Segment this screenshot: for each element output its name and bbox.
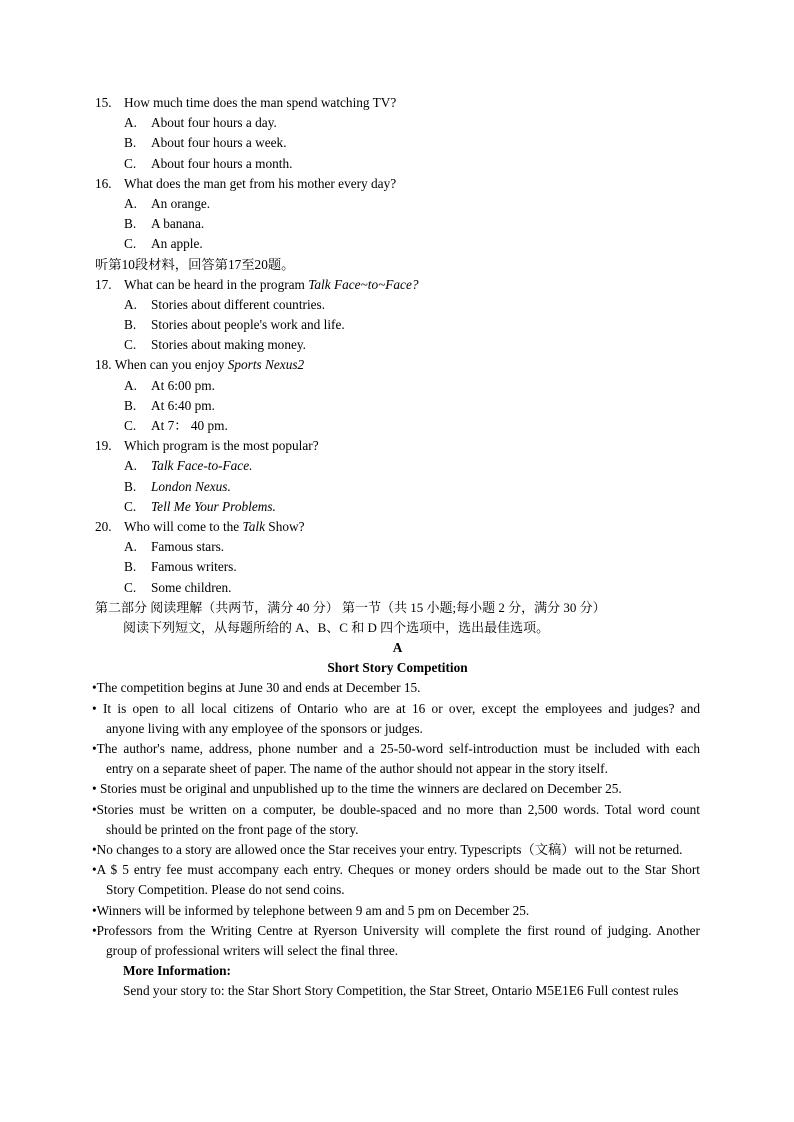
rule-item <box>92 840 700 860</box>
question-19 <box>95 436 700 456</box>
question-text: Which program is the most popular? <box>124 438 319 454</box>
option <box>95 154 700 174</box>
option-text: Talk Face-to-Face. <box>151 458 253 474</box>
option-text: About four hours a week. <box>151 135 287 151</box>
option-letter: A. <box>124 377 137 393</box>
option-letter: B. <box>124 397 137 413</box>
program-title: Talk Face~to~Face? <box>308 276 419 292</box>
rule-line: •Professors from the Writing Centre at Ryerson University will complete the first round of judging. Another <box>92 922 700 938</box>
option-letter: B. <box>124 559 137 575</box>
passage-letter: A <box>392 640 403 656</box>
option <box>95 133 700 153</box>
question-text <box>124 517 305 537</box>
option-text: At 6:40 pm. <box>151 397 215 413</box>
rule-line: • It is open to all local citizens of Ontario who are at 16 or over, except the employees and judges? and <box>92 700 700 716</box>
question-15 <box>95 93 700 113</box>
option-letter: B. <box>124 317 137 333</box>
option-text: Stories about people's work and life. <box>151 317 345 333</box>
rule-line: •The competition begins at June 30 and ends at December 15. <box>92 680 421 696</box>
option <box>95 113 700 133</box>
question-text: What does the man get from his mother every day? <box>124 175 397 191</box>
option-letter: A. <box>124 195 137 211</box>
option-text: Tell Me Your Problems. <box>151 498 276 514</box>
question-number: 19. <box>95 438 112 454</box>
option <box>95 578 700 598</box>
question-20 <box>95 517 700 537</box>
question-number: 16. <box>95 175 112 191</box>
option <box>95 396 700 416</box>
page-content <box>92 93 700 1001</box>
question-18 <box>95 355 700 375</box>
option-letter: A. <box>124 296 137 312</box>
question-text-plain: Who will come to the <box>124 518 243 534</box>
rule-line-continued: group of professional writers will select the final three. <box>106 942 399 958</box>
rule-line: •A $ 5 entry fee must accompany each entry. Cheques or money orders should be made out to the Star Short <box>92 862 700 878</box>
question-text-plain: Show? <box>264 518 305 534</box>
rule-item <box>92 901 700 921</box>
option <box>95 315 700 335</box>
part-two-instruction: 阅读下列短文，从每题所给的 A、B、C 和 D 四个选项中，选出最佳选项。 <box>123 619 550 635</box>
option <box>95 234 700 254</box>
question-number: 15. <box>95 95 112 110</box>
rule-line: • Stories must be original and unpublished up to the time the winners are declared on December 25. <box>92 781 622 797</box>
option-letter: C. <box>124 236 137 252</box>
option-text: About four hours a month. <box>151 155 293 171</box>
option <box>95 295 700 315</box>
option-letter: B. <box>124 216 137 232</box>
option-text: A banana. <box>151 216 205 232</box>
option-text: At 6:00 pm. <box>151 377 215 393</box>
option-letter: B. <box>124 135 137 151</box>
rule-line: •No changes to a story are allowed once the Star receives your entry. Typescripts（文稿）will not be returned. <box>92 841 683 857</box>
rule-line-continued: Story Competition. Please do not send coins. <box>106 882 345 898</box>
question-text: How much time does the man spend watching TV? <box>124 95 397 110</box>
question-text-plain: When can you enjoy <box>114 357 228 373</box>
option-text: Stories about making money. <box>151 337 306 353</box>
option-text: London Nexus. <box>151 478 231 494</box>
option <box>95 376 700 396</box>
option-text: An apple. <box>151 236 203 252</box>
option-text: Stories about different countries. <box>151 296 326 312</box>
option <box>95 214 700 234</box>
rule-item <box>92 800 700 840</box>
option-letter: A. <box>124 539 137 555</box>
option <box>95 477 700 497</box>
option <box>95 456 700 476</box>
option <box>95 537 700 557</box>
section-header: 听第10段材料，回答第17至20题。 <box>95 256 295 272</box>
rule-line: •The author's name, address, phone number and a 25-50-word self-introduction must be included with each <box>92 741 700 756</box>
program-title: Sports Nexus2 <box>227 357 305 373</box>
option-letter: C. <box>124 579 137 595</box>
option-letter: C. <box>124 155 137 171</box>
option <box>95 557 700 577</box>
option-letter: C. <box>124 418 137 433</box>
rule-line-continued: entry on a separate sheet of paper. The name of the author should not appear in the story itself. <box>106 761 608 777</box>
option-text: Famous stars. <box>151 539 225 555</box>
option-text: About four hours a day. <box>151 115 277 131</box>
more-info-label: More Information: <box>123 963 231 979</box>
rule-item <box>92 921 700 961</box>
passage-title: Short Story Competition <box>327 660 468 676</box>
option-text: Some children. <box>151 579 232 595</box>
rule-line-continued: should be printed on the front page of the story. <box>106 821 359 837</box>
option <box>95 194 700 214</box>
option-text: At 7： 40 pm. <box>151 418 228 433</box>
rule-line-continued: anyone living with any employee of the sponsors or judges. <box>106 720 423 736</box>
rules-list <box>92 678 700 961</box>
question-16 <box>95 174 700 194</box>
rule-line: •Stories must be written on a computer, be double-spaced and no more than 2,500 words. Total word count <box>92 801 700 817</box>
rule-item <box>92 860 700 900</box>
question-number: 20. <box>95 518 112 534</box>
question-text <box>124 275 419 295</box>
option <box>95 335 700 355</box>
option-text: Famous writers. <box>151 559 237 575</box>
rule-item <box>92 678 700 698</box>
rule-item <box>92 779 700 799</box>
option-letter: C. <box>124 498 137 514</box>
option <box>95 416 700 436</box>
option <box>95 497 700 517</box>
question-17 <box>95 275 700 295</box>
rule-line: •Winners will be informed by telephone between 9 am and 5 pm on December 25. <box>92 902 530 918</box>
option-letter: B. <box>124 478 137 494</box>
option-letter: C. <box>124 337 137 353</box>
rule-item <box>92 699 700 739</box>
program-title: Talk <box>242 518 265 534</box>
option-text: An orange. <box>151 195 211 211</box>
more-info-text: Send your story to: the Star Short Story Competition, the Star Street, Ontario M5E1E6 Full contest rules <box>123 983 679 999</box>
rule-item <box>92 739 700 779</box>
part-two-header: 第二部分 阅读理解（共两节，满分 40 分） 第一节（共 15 小题;每小题 2 分，满分 30 分） <box>95 599 606 615</box>
question-number: 17. <box>95 276 112 292</box>
option-letter: A. <box>124 115 137 131</box>
option-letter: A. <box>124 458 137 474</box>
question-number: 18. <box>95 357 115 373</box>
question-text-plain: What can be heard in the program <box>124 276 309 292</box>
